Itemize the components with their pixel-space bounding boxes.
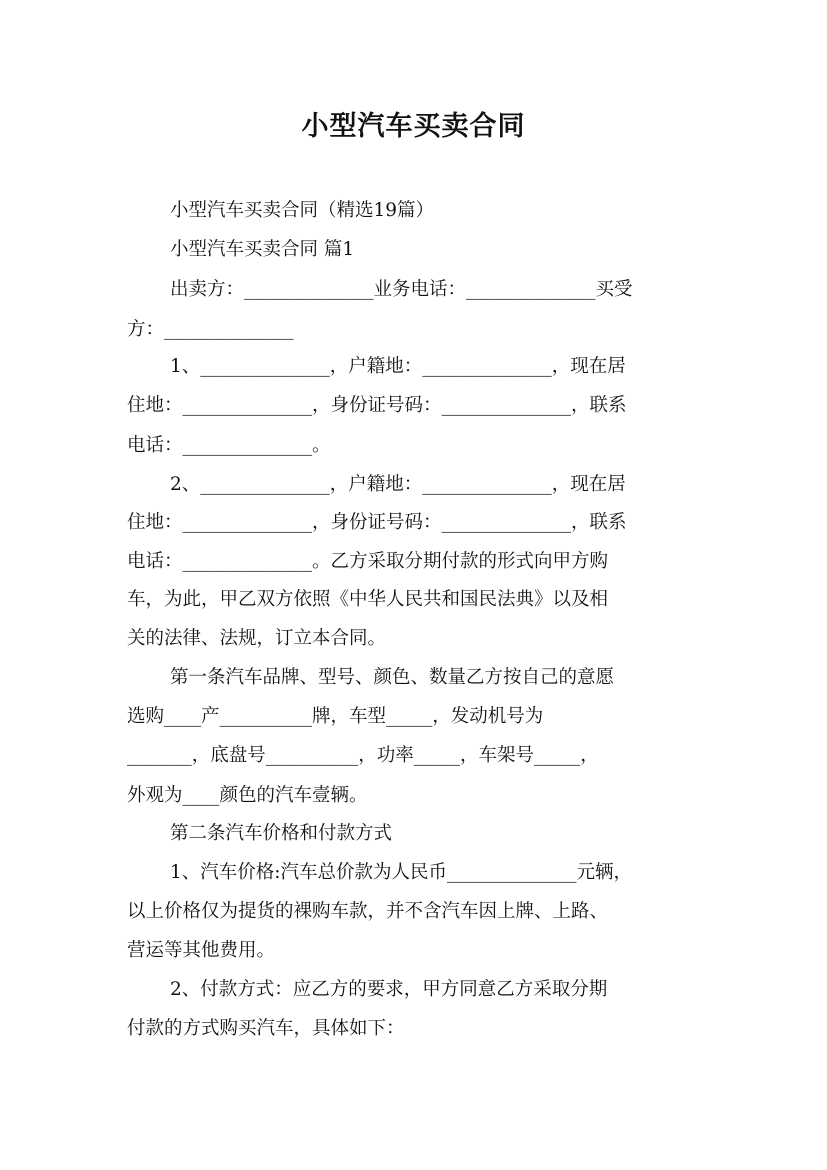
section-heading: 小型汽车买卖合同 篇1 (170, 239, 355, 260)
section-heading: 第二条汽车价格和付款方式 (170, 823, 393, 844)
paragraph-line: 出卖方：______________业务电话：______________买受 (170, 279, 633, 300)
paragraph-line: 1、汽车价格:汽车总价款为人民币______________元辆， (170, 862, 633, 883)
paragraph-line: 1、______________，户籍地：______________，现在居 (170, 356, 626, 377)
paragraph-line: 2、______________，户籍地：______________，现在居 (170, 474, 626, 495)
paragraph-line: 外观为____颜色的汽车壹辆。 (127, 785, 368, 806)
paragraph-line: _______，底盘号__________，功率_____，车架号_____， (127, 745, 599, 766)
paragraph-line: 住地：______________，身份证号码：______________，联系 (127, 395, 627, 416)
paragraph-line: 住地：______________，身份证号码：______________，联系 (127, 512, 627, 533)
paragraph-line: 2、付款方式：应乙方的要求，甲方同意乙方采取分期 (170, 979, 608, 1000)
paragraph-line: 车，为此，甲乙双方依照《中华人民共和国民法典》以及相 (127, 589, 609, 610)
paragraph-line: 以上价格仅为提货的裸购车款，并不含汽车因上牌、上路、 (127, 901, 609, 922)
paragraph-line: 电话：______________。 (127, 435, 331, 456)
paragraph-line: 第一条汽车品牌、型号、颜色、数量乙方按自己的意愿 (170, 667, 615, 688)
document-subtitle: 小型汽车买卖合同（精选19篇） (170, 200, 435, 221)
paragraph-line: 关的法律、法规，订立本合同。 (127, 628, 387, 649)
paragraph-line: 营运等其他费用。 (127, 940, 276, 961)
paragraph-line: 付款的方式购买汽车，具体如下： (127, 1018, 405, 1039)
paragraph-line: 方：______________ (127, 319, 294, 340)
document-title: 小型汽车买卖合同 (301, 111, 526, 142)
paragraph-line: 选购____产__________牌，车型_____，发动机号为 (127, 706, 544, 727)
paragraph-line: 电话：______________。乙方采取分期付款的形式向甲方购 (127, 551, 609, 572)
